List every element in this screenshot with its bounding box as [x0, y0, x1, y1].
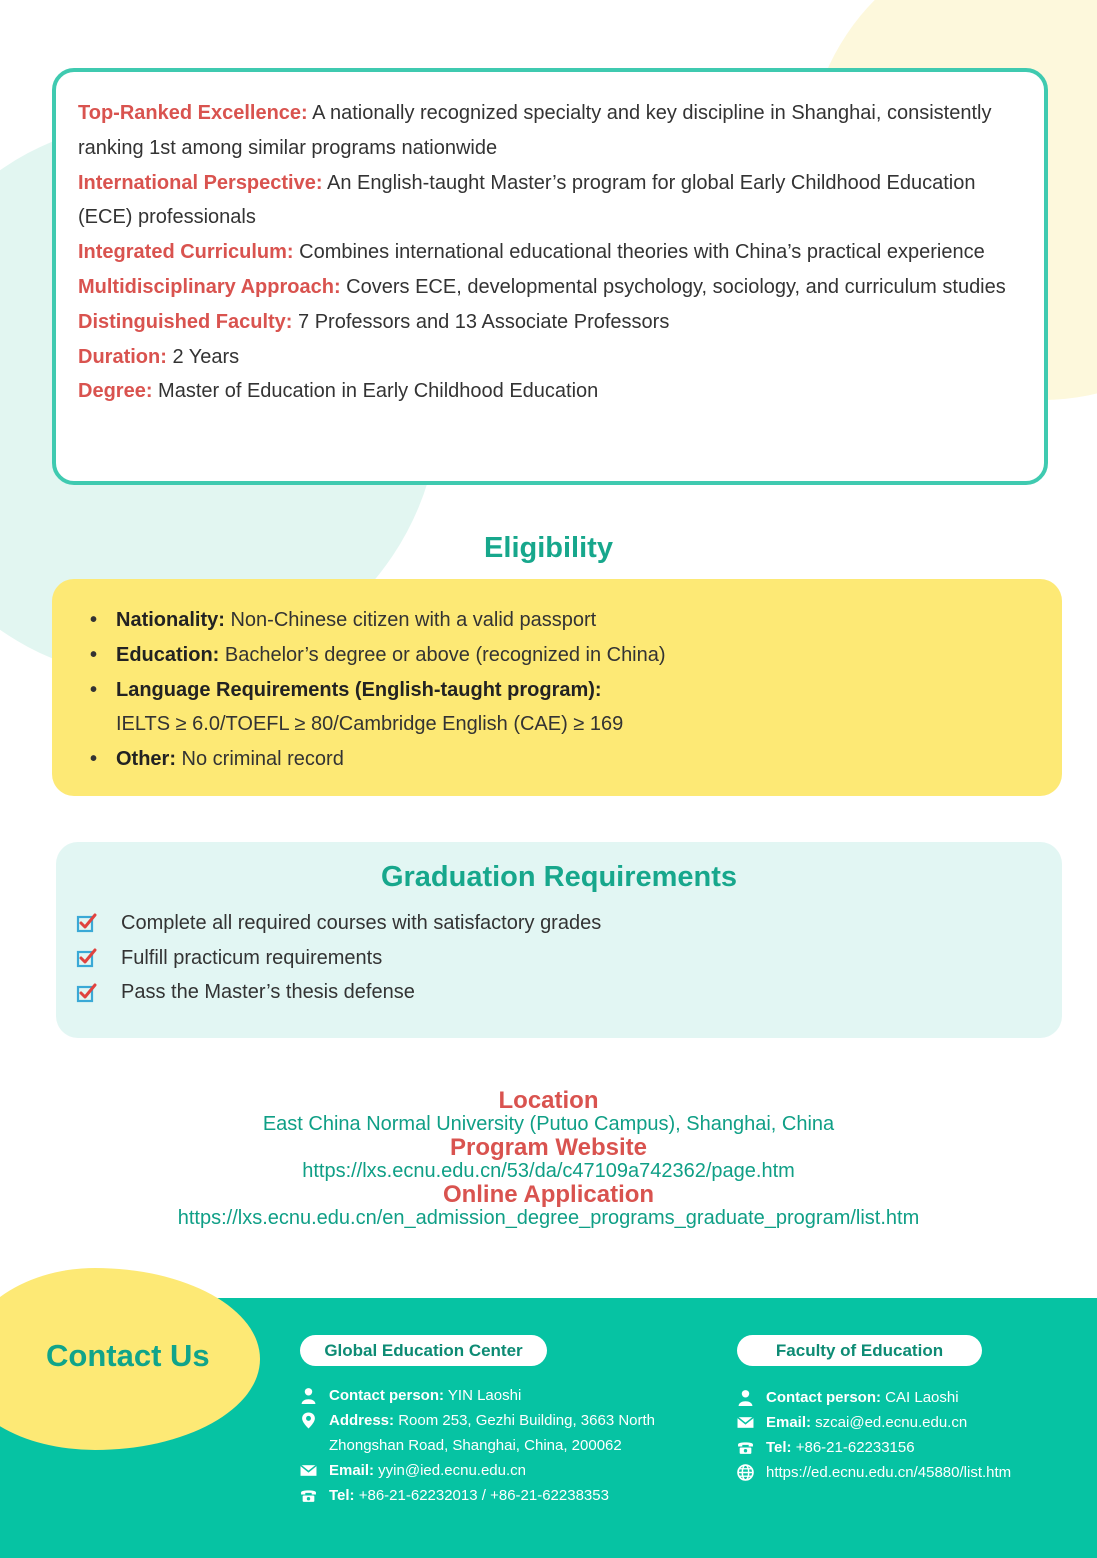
eligibility-item: • Nationality: Non-Chinese citizen with a valid passport [90, 603, 1062, 638]
foe-email-row: Email: szcai@ed.ecnu.edu.cn [737, 1410, 1077, 1435]
phone-icon [737, 1439, 754, 1456]
application-link[interactable]: https://lxs.ecnu.edu.cn/en_admission_degree_programs_graduate_program/list.htm [177, 1207, 920, 1229]
location-pin-icon [300, 1412, 317, 1429]
highlight-item: International Perspective: An English-taught Master’s program for global Early Childhood Education (ECE) professionals [78, 171, 976, 229]
eligibility-box [52, 579, 1062, 796]
checkbox-checked-icon [76, 912, 98, 934]
foe-badge: Faculty of Education [737, 1335, 982, 1366]
location-value: East China Normal University (Putuo Campus), Shanghai, China [262, 1113, 835, 1135]
foe-contact-list [737, 1385, 1077, 1485]
graduation-item: Fulfill practicum requirements [76, 941, 601, 976]
graduation-box [56, 842, 1062, 1038]
eligibility-item: • Language Requirements (English-taught program): IELTS ≥ 6.0/TOEFL ≥ 80/Cambridge English (CAE) ≥ 169 [90, 673, 1062, 743]
eligibility-title: Eligibility [484, 532, 613, 564]
highlight-item: Multidisciplinary Approach: Covers ECE, developmental psychology, sociology, and curriculum studies [78, 275, 1006, 298]
graduation-item: Complete all required courses with satisfactory grades [76, 906, 601, 941]
foe-website-link[interactable]: https://ed.ecnu.edu.cn/45880/list.htm [766, 1464, 1012, 1481]
graduation-item: Pass the Master’s thesis defense [76, 976, 601, 1011]
program-info [0, 1088, 1097, 1229]
globe-icon [737, 1464, 754, 1481]
contact-title: Contact Us [46, 1338, 210, 1373]
highlight-item: Distinguished Faculty: 7 Professors and 13 Associate Professors [78, 310, 670, 333]
envelope-icon [737, 1414, 754, 1431]
gec-contact-list [300, 1383, 720, 1508]
bullet-icon: • [90, 609, 98, 631]
program-highlights-box [52, 68, 1048, 485]
highlight-item: Degree: Master of Education in Early Childhood Education [78, 380, 599, 403]
checkbox-checked-icon [76, 947, 98, 969]
checkbox-checked-icon [76, 982, 98, 1004]
person-icon [300, 1387, 317, 1404]
application-label: Online Application [442, 1181, 655, 1208]
gec-address-row: Address: Room 253, Gezhi Building, 3663 North Zhongshan Road, Shanghai, China, 200062 [300, 1408, 720, 1458]
bullet-icon: • [90, 748, 98, 771]
gec-badge: Global Education Center [300, 1335, 547, 1366]
gec-email-row: Email: yyin@ied.ecnu.edu.cn [300, 1458, 720, 1483]
envelope-icon [300, 1462, 317, 1479]
person-icon [737, 1389, 754, 1406]
highlight-item: Integrated Curriculum: Combines international educational theories with China’s practical experience [78, 241, 985, 264]
gec-person-row: Contact person: YIN Laoshi [300, 1383, 720, 1408]
website-label: Program Website [450, 1134, 647, 1161]
gec-tel-row: Tel: +86-21-62232013 / +86-21-62238353 [300, 1483, 720, 1508]
highlight-item: Top-Ranked Excellence: A nationally recognized specialty and key discipline in Shanghai, consistently ranking 1st among similar programs nationwide [78, 102, 992, 159]
graduation-list [76, 906, 601, 1010]
eligibility-item: • Education: Bachelor’s degree or above (recognized in China) [90, 638, 1062, 673]
highlight-item: Duration: 2 Years [78, 345, 240, 368]
location-label: Location [498, 1087, 599, 1114]
foe-tel-row: Tel: +86-21-62233156 [737, 1435, 1077, 1460]
graduation-title: Graduation Requirements [380, 861, 738, 893]
website-link[interactable]: https://lxs.ecnu.edu.cn/53/da/c47109a742362/page.htm [302, 1160, 795, 1182]
foe-web-row [737, 1460, 1077, 1485]
bullet-icon: • [90, 678, 98, 701]
foe-person-row: Contact person: CAI Laoshi [737, 1385, 1077, 1410]
bullet-icon: • [90, 643, 98, 666]
eligibility-item: • Other: No criminal record [90, 742, 1062, 777]
phone-icon [300, 1487, 317, 1504]
